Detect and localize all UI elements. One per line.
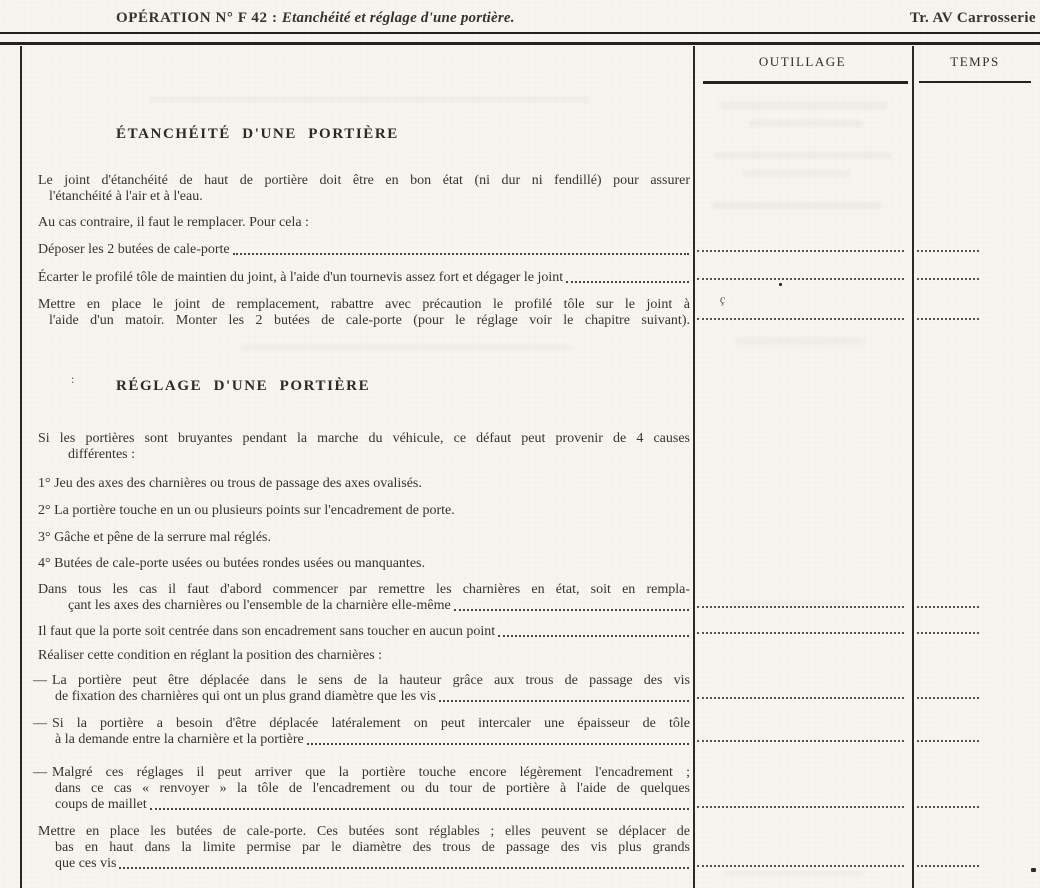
operation-number: OPÉRATION N° F 42 : <box>116 10 278 26</box>
text-line: différentes : <box>68 447 135 462</box>
paragraph <box>38 297 690 329</box>
scan-artifact <box>748 120 863 127</box>
operation-title: Etanchéité et réglage d'une portière. <box>281 10 515 26</box>
leader-row-outillage <box>697 865 904 867</box>
text-line: de fixation des charnières qui ont un plus grand diamètre que les vis <box>55 689 437 704</box>
paragraph <box>38 582 690 614</box>
ink-dot <box>779 283 782 286</box>
leader-row-outillage <box>697 806 904 808</box>
ink-mark: ç <box>719 291 727 307</box>
leader-row-temps <box>917 632 979 634</box>
text-line: à la demande entre la charnière et la portière <box>55 732 304 747</box>
text-line: Écarter le profilé tôle de maintien du joint, à l'aide d'un tournevis assez fort et dégager le joint <box>38 270 564 285</box>
outillage-header-underline <box>703 81 908 84</box>
text-line: Il faut que la porte soit centrée dans son encadrement sans toucher en aucun point <box>38 624 496 639</box>
text-line: que ces vis <box>55 856 117 871</box>
stray-mark: : <box>71 372 75 386</box>
scan-artifact <box>730 600 850 606</box>
leader-row-outillage <box>697 606 904 608</box>
leader-row-temps <box>917 806 979 808</box>
section-heading-reglage: RÉGLAGE D'UNE PORTIÈRE <box>116 378 371 394</box>
paragraph <box>38 242 690 258</box>
outillage-column-rule <box>693 46 695 888</box>
paragraph <box>38 173 690 205</box>
dash-marker: — <box>33 716 47 731</box>
text-line: Dans tous les cas il faut d'abord commencer par remettre les charnières en état, soit en rempla- <box>38 582 690 597</box>
text-line: dans ce cas « renvoyer » la tôle de l'encadrement ou du tour de portière à l'aide de quelques <box>55 781 690 796</box>
scan-artifact <box>720 102 888 109</box>
temps-column-header: TEMPS <box>950 54 1000 69</box>
text-line: l'étanchéité à l'air et à l'eau. <box>49 189 203 204</box>
leader-row-outillage <box>697 318 904 320</box>
text-line: 2° La portière touche en un ou plusieurs points sur l'encadrement de porte. <box>38 503 455 518</box>
text-line: Mettre en place le joint de remplacement, rabattre avec précaution le profilé tôle sur le joint à <box>38 297 690 312</box>
leader-row-outillage <box>697 632 904 634</box>
dotted-leader <box>454 609 689 611</box>
text-line: l'aide d'un matoir. Monter les 2 butées de cale-porte (pour le réglage voir le chapitre suivant). <box>49 313 690 328</box>
text-line: bas en haut dans la limite permise par le diamètre des trous de passage des vis plus grands <box>55 840 690 855</box>
leader-row-temps <box>917 318 979 320</box>
list-item <box>38 556 690 572</box>
dash-marker: — <box>33 673 47 688</box>
text-line: — Malgré ces réglages il peut arriver que la portière touche encore légèrement l'encadrement ; <box>33 765 690 780</box>
paragraph <box>38 824 690 872</box>
ink-dot <box>1031 868 1036 872</box>
text-line: Si les portières sont bruyantes pendant la marche du véhicule, ce défaut peut provenir de 4 causes <box>38 431 690 446</box>
dotted-leader <box>119 867 689 869</box>
leader-row-outillage <box>697 250 904 252</box>
text-line: 1° Jeu des axes des charnières ou trous de passage des axes ovalisés. <box>38 476 422 491</box>
leader-row-temps <box>917 278 979 280</box>
dotted-leader <box>498 635 689 637</box>
paragraph <box>38 624 690 640</box>
leader-row-outillage <box>697 697 904 699</box>
scan-artifact <box>712 202 882 209</box>
text-line: — La portière peut être déplacée dans le sens de la hauteur grâce aux trous de passage des vis <box>33 673 690 688</box>
paragraph <box>38 648 690 664</box>
temps-column-rule <box>912 46 914 888</box>
list-item <box>38 503 690 519</box>
leader-row-temps <box>917 697 979 699</box>
dash-item <box>33 765 690 813</box>
text-line: 3° Gâche et pêne de la serrure mal réglés. <box>38 530 271 545</box>
paragraph <box>38 270 690 286</box>
document-body <box>33 0 690 888</box>
scan-artifact <box>725 870 865 876</box>
dotted-leader <box>233 253 689 255</box>
text-line: Le joint d'étanchéité de haut de portière doit être en bon état (ni dur ni fendillé) pour assurer <box>38 173 690 188</box>
dotted-leader <box>439 700 689 702</box>
section-heading-etancheite: ÉTANCHÉITÉ D'UNE PORTIÈRE <box>116 126 399 142</box>
scan-artifact <box>714 152 892 159</box>
text-line: çant les axes des charnières ou l'ensemble de la charnière elle-même <box>68 598 451 613</box>
dash-marker: — <box>33 765 47 780</box>
leader-row-outillage <box>697 278 904 280</box>
left-border-rule <box>20 46 22 888</box>
list-item <box>38 476 690 492</box>
dotted-leader <box>566 281 689 283</box>
leader-row-temps <box>917 740 979 742</box>
list-item <box>38 530 690 546</box>
text-line: Réaliser cette condition en réglant la position des charnières : <box>38 648 383 663</box>
leader-row-temps <box>917 865 979 867</box>
paragraph <box>38 431 690 463</box>
scan-artifact <box>150 96 590 103</box>
dash-item <box>33 673 690 705</box>
text-line: 4° Butées de cale-porte usées ou butées rondes usées ou manquantes. <box>38 556 425 571</box>
text-line: Au cas contraire, il faut le remplacer. Pour cela : <box>38 215 309 230</box>
temps-header-underline <box>919 81 1031 83</box>
text-line: Déposer les 2 butées de cale-porte <box>38 242 230 257</box>
dotted-leader <box>150 808 689 810</box>
scan-artifact <box>742 170 850 177</box>
leader-row-temps <box>917 606 979 608</box>
scan-artifact <box>735 338 865 345</box>
dash-item <box>33 716 690 748</box>
scan-artifact <box>240 344 570 351</box>
text-line: — Si la portière a besoin d'être déplacée latéralement on peut intercaler une épaisseur de tôle <box>33 716 690 731</box>
text-line: coups de maillet <box>55 797 147 812</box>
text-line: Mettre en place les butées de cale-porte. Ces butées sont réglables ; elles peuvent se déplacer de <box>38 824 690 839</box>
leader-row-outillage <box>697 740 904 742</box>
leader-row-temps <box>917 250 979 252</box>
outillage-column-header: OUTILLAGE <box>758 54 847 69</box>
page-corner-ref: Tr. AV Carrosserie <box>910 10 1036 26</box>
paragraph <box>38 215 690 231</box>
dotted-leader <box>307 743 689 745</box>
